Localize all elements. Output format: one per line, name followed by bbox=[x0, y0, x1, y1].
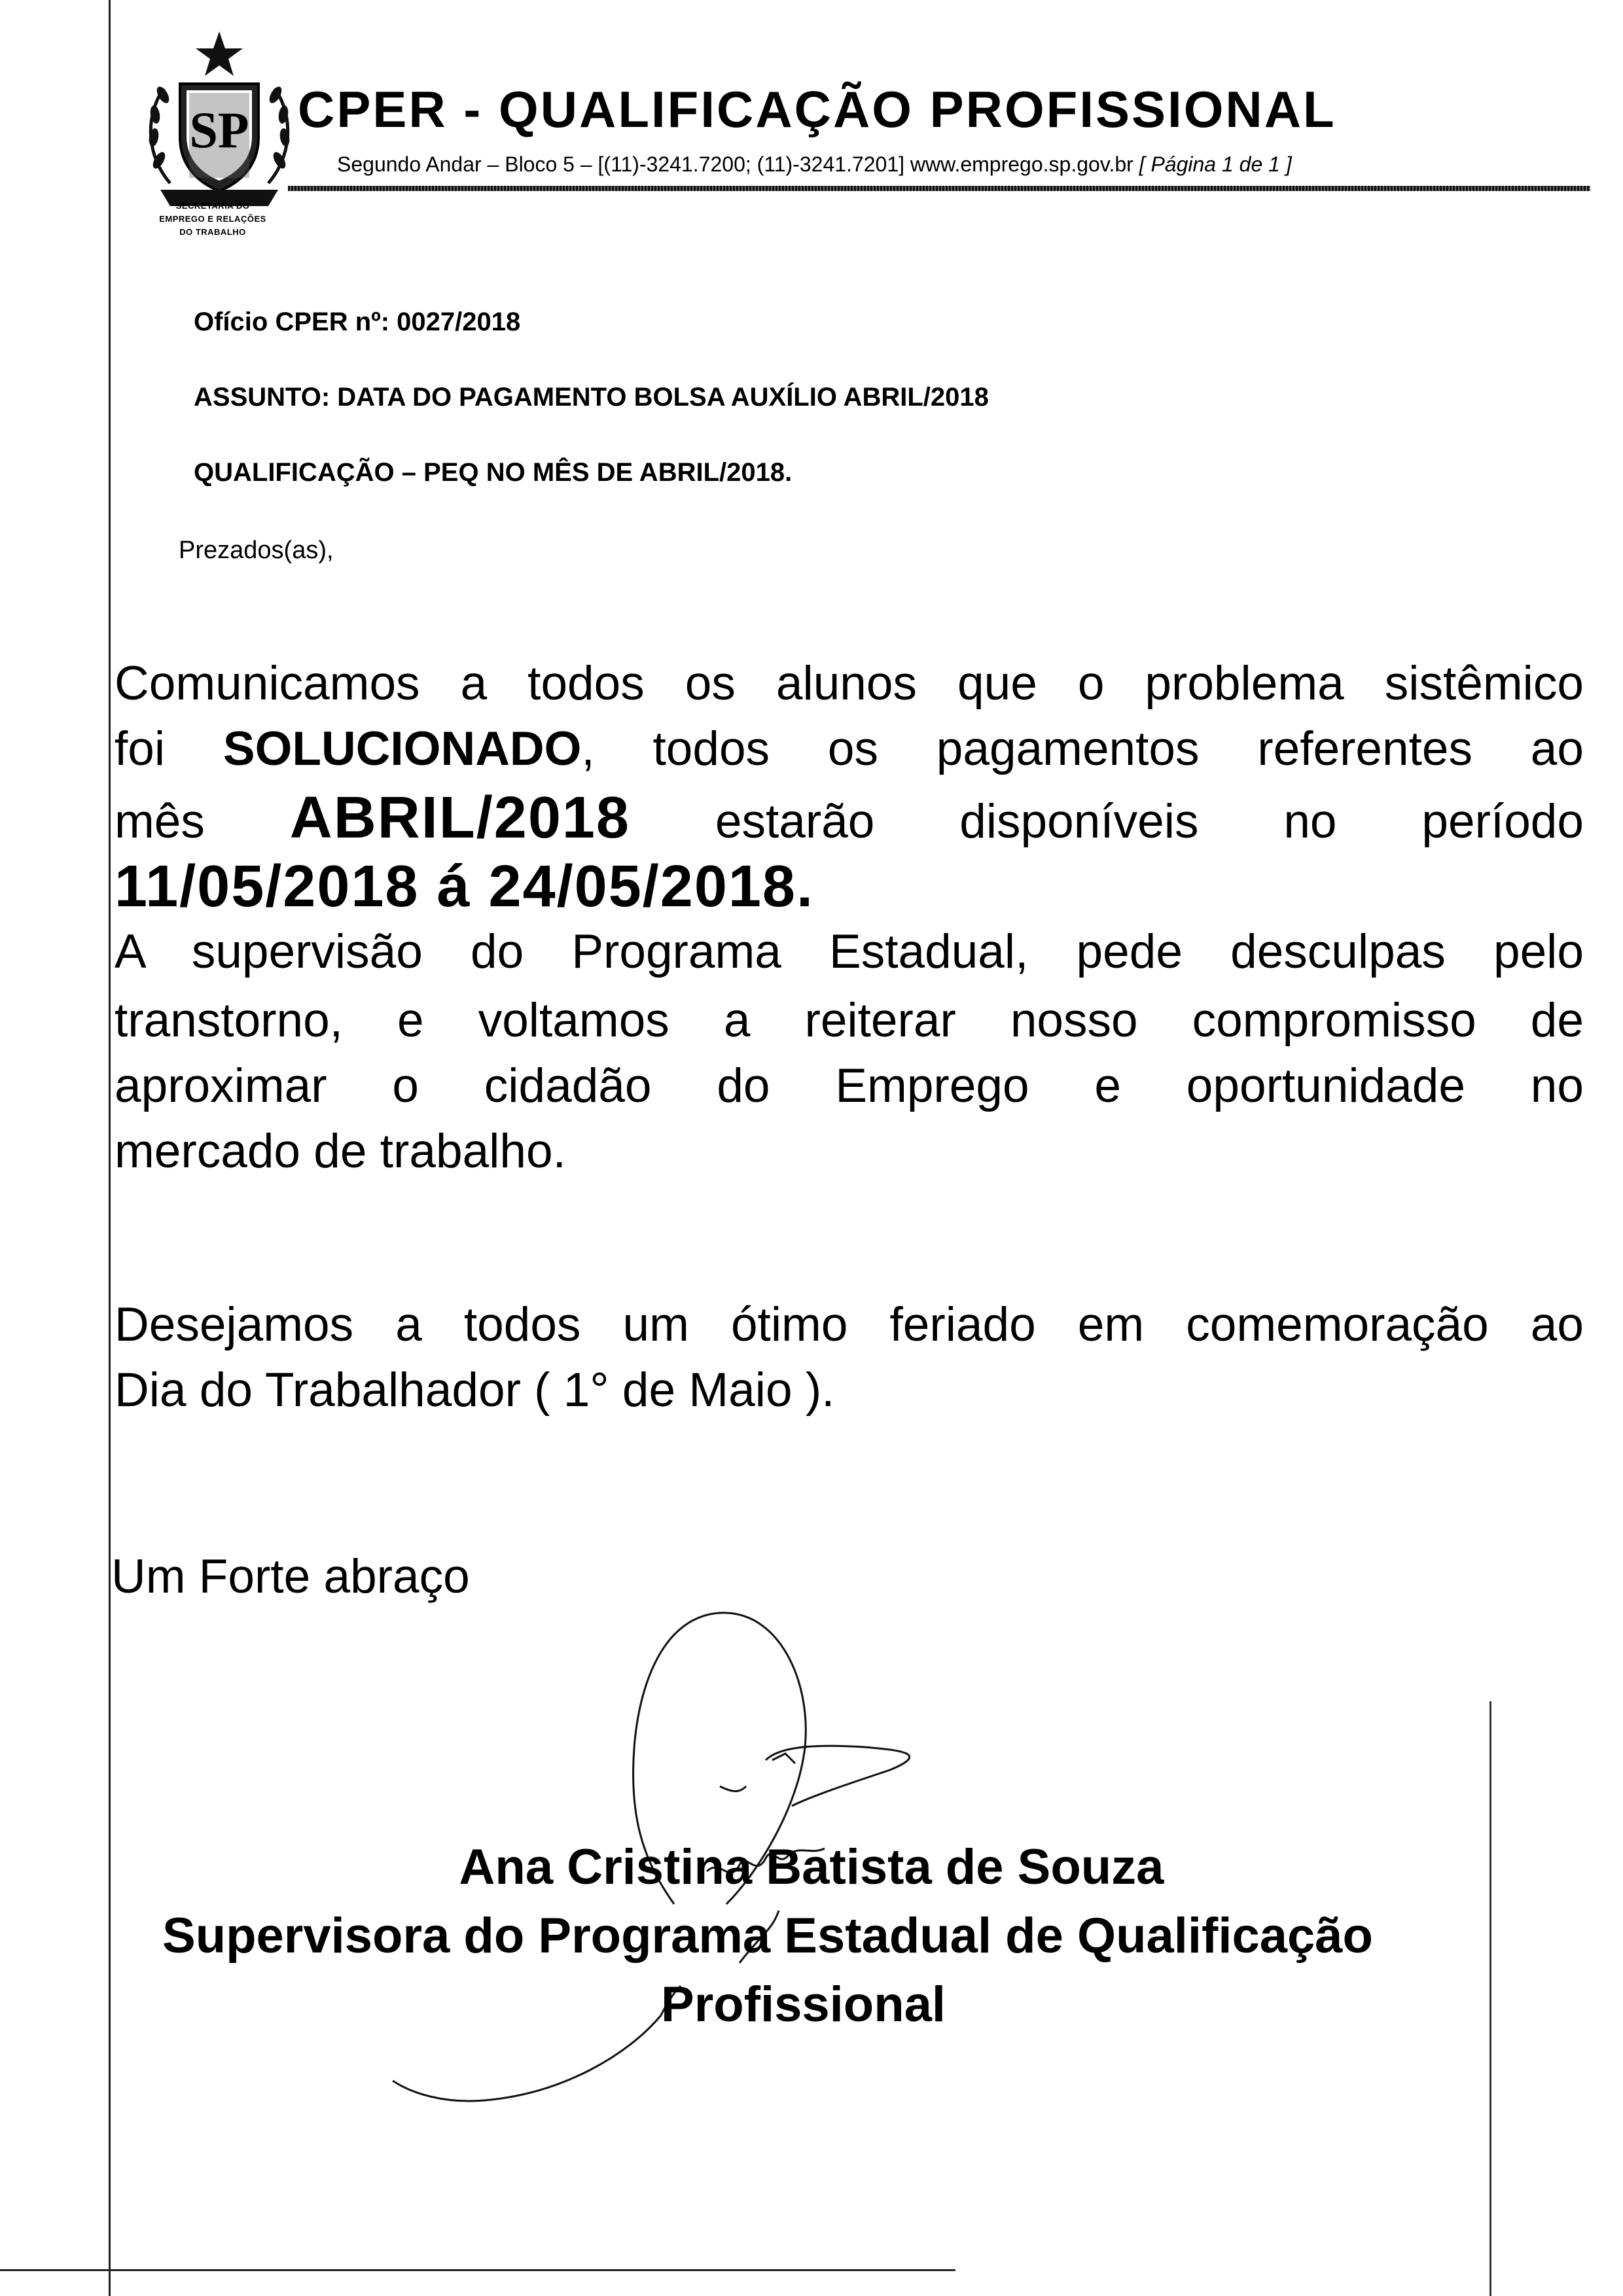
scan-border-right bbox=[1489, 1701, 1491, 2296]
text-run: A supervisão do Programa Estadual, pede desculpas pelo bbox=[115, 925, 1584, 978]
org-line: SECRETARIA DO bbox=[175, 201, 250, 211]
text-run: no bbox=[1283, 795, 1337, 848]
text-run: Desejamos a todos um ótimo feriado em comemoração ao bbox=[115, 1298, 1584, 1351]
greeting: Prezados(as), bbox=[179, 537, 334, 564]
paragraph-3-line-1 bbox=[115, 1292, 1584, 1358]
paragraph-2-line-3 bbox=[115, 1053, 1584, 1119]
text-run: aproximar o cidadão do Emprego e oportunidade no bbox=[115, 1059, 1584, 1112]
text-run: Comunicamos a todos os alunos que o problema sistêmico bbox=[115, 657, 1584, 710]
signatory-role-continued: Profissional bbox=[661, 1977, 946, 2032]
paragraph-1-line-1 bbox=[115, 651, 1584, 716]
paragraph-2-line-1 bbox=[115, 919, 1584, 985]
text-run: disponíveis bbox=[959, 795, 1199, 848]
address-text: Segundo Andar – Bloco 5 – [(11)-3241.7200; (11)-3241.7201] www.emprego.sp.gov.br bbox=[337, 152, 1133, 176]
signatory-name: Ana Cristina Batista de Souza bbox=[459, 1839, 1164, 1895]
organization-name bbox=[134, 200, 291, 239]
paragraph-2-line-4: mercado de trabalho. bbox=[115, 1125, 566, 1178]
closing-line: Um Forte abraço bbox=[111, 1550, 470, 1603]
text-run: transtorno, e voltamos a reiterar nosso compromisso de bbox=[115, 994, 1584, 1047]
text-run: , todos os pagamentos referentes ao bbox=[581, 722, 1584, 775]
scan-border-left bbox=[109, 0, 111, 2296]
text-run: foi bbox=[115, 722, 166, 775]
emphasis-solucionado: SOLUCIONADO bbox=[223, 722, 582, 775]
svg-text:SP: SP bbox=[189, 101, 249, 158]
paragraph-3-line-2: Dia do Trabalhador ( 1° de Maio ). bbox=[115, 1364, 835, 1417]
paragraph-1-line-2 bbox=[115, 716, 1584, 782]
text-run: período bbox=[1421, 795, 1584, 848]
text-run: estarão bbox=[715, 795, 875, 848]
org-line: DO TRABALHO bbox=[179, 227, 246, 237]
header-rule bbox=[288, 186, 1590, 191]
state-seal-logo bbox=[134, 26, 304, 216]
header-address bbox=[337, 152, 1292, 177]
page-indicator: [ Página 1 de 1 ] bbox=[1139, 152, 1292, 176]
text-run: mês bbox=[115, 795, 205, 848]
scan-border-bottom bbox=[0, 2269, 955, 2271]
paragraph-1-line-3 bbox=[115, 785, 1584, 851]
payment-period: 11/05/2018 á 24/05/2018. bbox=[115, 854, 814, 919]
org-line: EMPREGO E RELAÇÕES bbox=[159, 214, 266, 224]
emphasis-month: ABRIL/2018 bbox=[289, 785, 630, 851]
oficio-number: Ofício CPER nº: 0027/2018 bbox=[194, 308, 521, 336]
subject-line: ASSUNTO: DATA DO PAGAMENTO BOLSA AUXÍLIO ABRIL/2018 bbox=[194, 383, 989, 412]
signatory-role: Supervisora do Programa Estadual de Qualificação bbox=[162, 1908, 1373, 1964]
paragraph-2-line-2 bbox=[115, 988, 1584, 1053]
qualification-line: QUALIFICAÇÃO – PEQ NO MÊS DE ABRIL/2018. bbox=[194, 458, 793, 487]
document-header-title: CPER - QUALIFICAÇÃO PROFISSIONAL bbox=[298, 80, 1336, 138]
seal-emblem-icon bbox=[134, 26, 304, 216]
